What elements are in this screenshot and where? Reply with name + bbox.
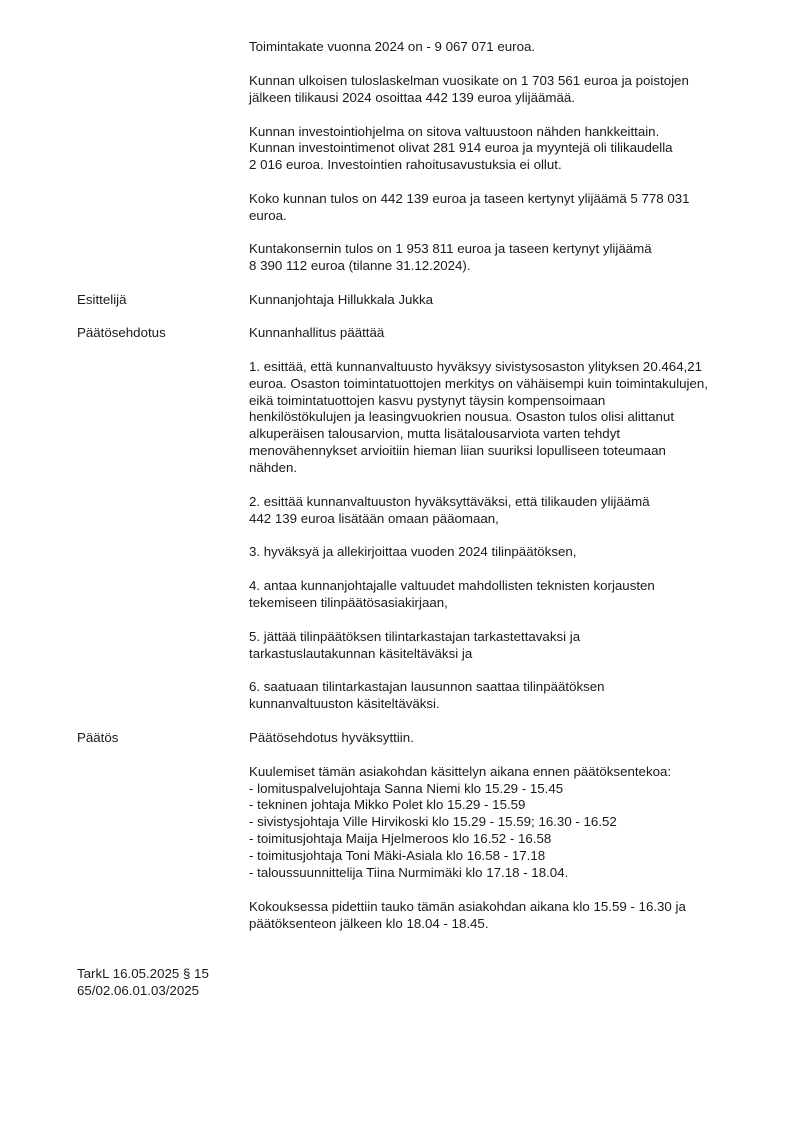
proposal-item-6-line-1: 6. saatuaan tilintarkastajan lausunnon saattaa tilinpäätöksen — [249, 679, 605, 694]
hearings-intro: Kuulemiset tämän asiakohdan käsittelyn aikana ennen päätöksentekoa: — [249, 764, 672, 779]
investment-line-1: Kunnan investointiohjelma on sitova valtuustoon nähden hankkeittain. — [249, 124, 660, 139]
proposal-item-1-line-2: euroa. Osaston toimintatuottojen merkitys on vähäisempi kuin toimintakulujen, — [249, 376, 708, 391]
proposal-item-6-line-2: kunnanvaltuuston käsiteltäväksi. — [249, 696, 440, 711]
hearing-item: - lomituspalvelujohtaja Sanna Niemi klo 15.29 - 15.45 — [249, 781, 564, 796]
proposal-item-1-line-4: henkilöstökulujen ja leasingvuokrien nousua. Osaston tulos olisi alittanut — [249, 409, 675, 424]
proposal-item-1-line-6: menovähennykset arvioitiin hieman liian suuriksi lopulliseen toteumaan — [249, 443, 666, 458]
proposal-item-3-line-1: 3. hyväksyä ja allekirjoittaa vuoden 2024 tilinpäätöksen, — [249, 544, 577, 559]
investment-line-3: 2 016 euroa. Investointien rahoitusavustuksia ei ollut. — [249, 157, 562, 172]
annual-margin-line-1: Kunnan ulkoisen tuloslaskelman vuosikate on 1 703 561 euroa ja poistojen — [249, 73, 689, 88]
proposal-intro: Kunnanhallitus päättää — [249, 325, 385, 340]
proposal-item-5-line-2: tarkastuslautakunnan käsiteltäväksi ja — [249, 646, 473, 661]
decision-text: Päätösehdotus hyväksyttiin. — [249, 730, 414, 745]
break-line-1: Kokouksessa pidettiin tauko tämän asiakohdan aikana klo 15.59 - 16.30 ja — [249, 899, 686, 914]
proposal-item-1-line-3: eikä toimintatuottojen kasvu pystynyt täysin kompensoimaan — [249, 393, 606, 408]
group-result-line-1: Kuntakonsernin tulos on 1 953 811 euroa ja taseen kertynyt ylijäämä — [249, 241, 652, 256]
investment-line-2: Kunnan investointimenot olivat 281 914 euroa ja myyntejä oli tilikaudella — [249, 140, 673, 155]
reference-line-1: TarkL 16.05.2025 § 15 — [77, 966, 209, 981]
proposal-item-1-line-7: nähden. — [249, 460, 298, 475]
proposal-label: Päätösehdotus — [77, 325, 166, 340]
presenter-value: Kunnanjohtaja Hillukkala Jukka — [249, 292, 434, 307]
hearing-item: - taloussuunnittelija Tiina Nurmimäki klo 17.18 - 18.04. — [249, 865, 569, 880]
hearing-item: - toimitusjohtaja Toni Mäki-Asiala klo 16.58 - 17.18 — [249, 848, 546, 863]
proposal-item-4-line-2: tekemiseen tilinpäätösasiakirjaan, — [249, 595, 448, 610]
proposal-item-1-line-1: 1. esittää, että kunnanvaltuusto hyväksyy sivistysosaston ylityksen 20.464,21 — [249, 359, 703, 374]
hearing-item: - tekninen johtaja Mikko Polet klo 15.29 - 15.59 — [249, 797, 526, 812]
municipal-result-line-2: euroa. — [249, 208, 287, 223]
group-result-line-2: 8 390 112 euroa (tilanne 31.12.2024). — [249, 258, 471, 273]
hearing-item: - sivistysjohtaja Ville Hirvikoski klo 15.29 - 15.59; 16.30 - 16.52 — [249, 814, 617, 829]
municipal-result-line-1: Koko kunnan tulos on 442 139 euroa ja taseen kertynyt ylijäämä 5 778 031 — [249, 191, 690, 206]
hearing-item: - toimitusjohtaja Maija Hjelmeroos klo 16.52 - 16.58 — [249, 831, 552, 846]
operating-margin-text: Toimintakate vuonna 2024 on - 9 067 071 euroa. — [249, 39, 536, 54]
decision-label: Päätös — [77, 730, 119, 745]
presenter-label: Esittelijä — [77, 292, 127, 307]
proposal-item-1-line-5: alkuperäisen talousarvion, mutta lisätalousarviota varten tehdyt — [249, 426, 621, 441]
proposal-item-2-line-1: 2. esittää kunnanvaltuuston hyväksyttäväksi, että tilikauden ylijäämä — [249, 494, 650, 509]
proposal-item-2-line-2: 442 139 euroa lisätään omaan pääomaan, — [249, 511, 499, 526]
proposal-item-4-line-1: 4. antaa kunnanjohtajalle valtuudet mahdollisten teknisten korjausten — [249, 578, 655, 593]
break-line-2: päätöksenteon jälkeen klo 18.04 - 18.45. — [249, 916, 489, 931]
reference-line-2: 65/02.06.01.03/2025 — [77, 983, 200, 998]
annual-margin-line-2: jälkeen tilikausi 2024 osoittaa 442 139 euroa ylijäämää. — [249, 90, 575, 105]
proposal-item-5-line-1: 5. jättää tilinpäätöksen tilintarkastajan tarkastettavaksi ja — [249, 629, 581, 644]
